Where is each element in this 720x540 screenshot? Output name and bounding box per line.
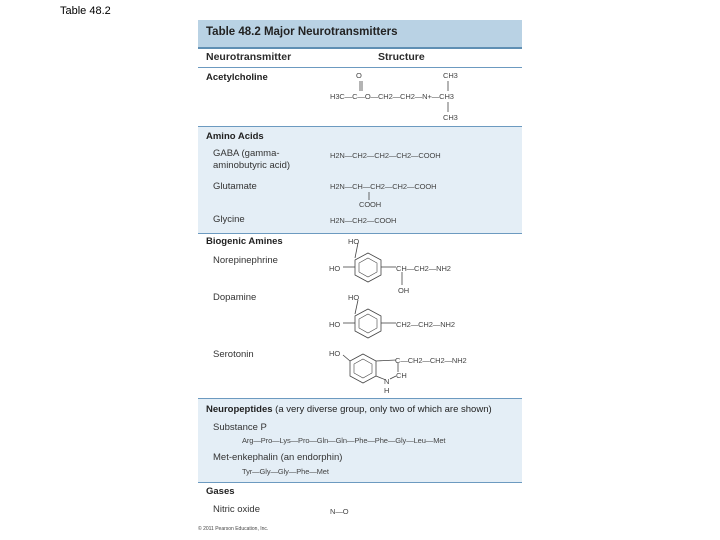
dopamine-ho-left: HO	[329, 320, 341, 329]
neuropeptides-note: (a very diverse group, only two of which are shown)	[275, 404, 492, 415]
divider	[198, 482, 522, 483]
substance-p-sequence: Arg—Pro—Lys—Pro—Gln—Gln—Phe—Phe—Gly—Leu—Met	[242, 436, 446, 445]
glycine-formula: H2N—CH2—COOH	[330, 216, 397, 225]
row-serotonin-name: Serotonin	[213, 349, 254, 360]
acetylcholine-carbonyl-o: O	[356, 71, 362, 80]
norepinephrine-oh: OH	[398, 286, 410, 295]
row-met-enkephalin-name: Met-enkephalin (an endorphin)	[213, 452, 343, 463]
row-substance-p-name: Substance P	[213, 422, 267, 433]
serotonin-n: N	[384, 377, 390, 386]
glutamate-formula: H2N—CH—CH2—CH2—COOH	[330, 182, 437, 191]
nitric-oxide-formula: N—O	[330, 507, 349, 516]
slide-title: Table 48.2	[60, 5, 111, 17]
heading-gases: Gases	[206, 486, 235, 497]
serotonin-rings	[198, 20, 522, 410]
serotonin-ch: CH	[396, 371, 407, 380]
norepinephrine-ho-top: HO	[348, 237, 360, 246]
column-header-neurotransmitter: Neurotransmitter	[206, 51, 292, 63]
norepinephrine-chain: CH—CH2—NH2	[396, 264, 451, 273]
met-enkephalin-sequence: Tyr—Gly—Gly—Phe—Met	[242, 467, 329, 476]
serotonin-ho: HO	[329, 349, 341, 358]
glutamate-branch: COOH	[359, 200, 382, 209]
row-glycine-name: Glycine	[213, 214, 245, 225]
row-gaba-name-line2: aminobutyric acid)	[213, 160, 291, 171]
acetylcholine-top-ch3: CH3	[443, 71, 458, 80]
row-acetylcholine-name: Acetylcholine	[206, 72, 268, 83]
heading-neuropeptides	[206, 404, 492, 415]
neuropeptides-title: Neuropeptides	[206, 404, 273, 415]
column-header-structure: Structure	[378, 51, 425, 63]
row-norepinephrine-name: Norepinephrine	[213, 255, 278, 266]
row-gaba-name-line1: GABA (gamma-	[213, 148, 280, 159]
row-dopamine-name: Dopamine	[213, 292, 257, 303]
heading-amino-acids: Amino Acids	[206, 131, 264, 142]
gaba-formula: H2N—CH2—CH2—CH2—COOH	[330, 151, 441, 160]
acetylcholine-formula: H3C—C—O—CH2—CH2—N+—CH3	[330, 92, 454, 101]
row-nitric-oxide-name: Nitric oxide	[213, 504, 260, 515]
divider	[198, 398, 522, 399]
dopamine-ho-top: HO	[348, 293, 360, 302]
serotonin-h: H	[384, 386, 390, 395]
table-title: Table 48.2 Major Neurotransmitters	[206, 26, 398, 38]
serotonin-chain: C—CH2—CH2—NH2	[395, 356, 467, 365]
row-glutamate-name: Glutamate	[213, 181, 257, 192]
acetylcholine-bottom-ch3: CH3	[443, 113, 458, 122]
norepinephrine-ho-left: HO	[329, 264, 341, 273]
copyright-notice: © 2011 Pearson Education, Inc.	[198, 526, 269, 532]
dopamine-chain: CH2—CH2—NH2	[396, 320, 455, 329]
neurotransmitter-table	[198, 20, 522, 523]
heading-biogenic-amines: Biogenic Amines	[206, 236, 283, 247]
